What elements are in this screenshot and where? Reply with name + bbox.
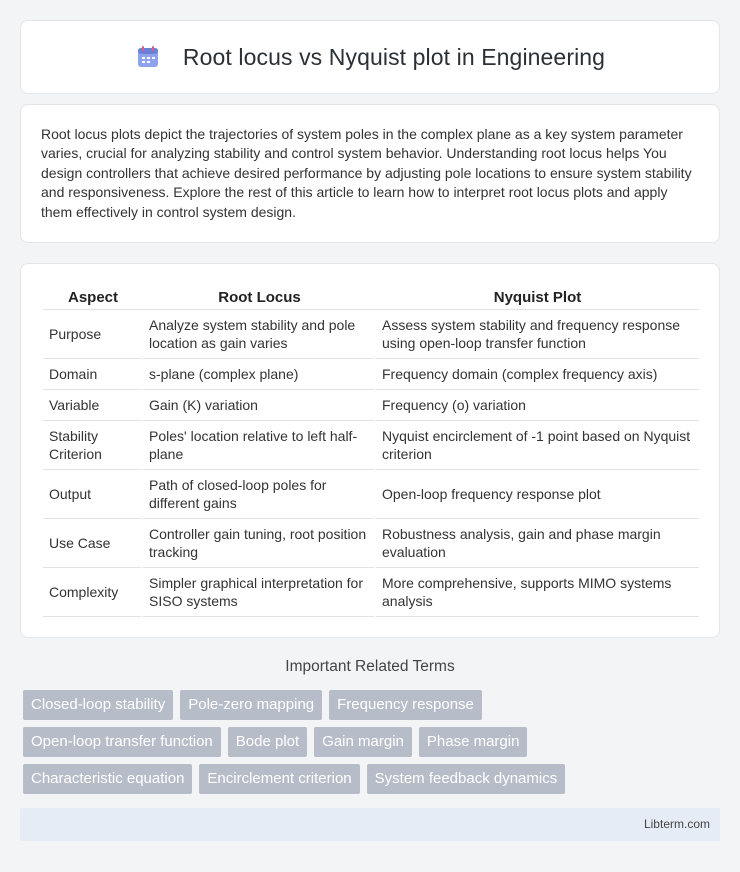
- table-cell: Simpler graphical interpretation for SISO systems: [143, 568, 376, 617]
- table-cell: Nyquist encirclement of -1 point based on Nyquist criterion: [376, 421, 699, 470]
- page-title: Root locus vs Nyquist plot in Engineering: [182, 43, 606, 70]
- table-cell: Use Case: [43, 519, 143, 568]
- footer-site-link[interactable]: Libterm.com: [643, 817, 710, 831]
- table-cell: Variable: [43, 390, 143, 421]
- comparison-card: [20, 263, 720, 638]
- table-row: [43, 359, 699, 390]
- table-row: [43, 470, 699, 519]
- table-header-row: [43, 284, 699, 310]
- tag-open-loop-transfer-function[interactable]: Open-loop transfer function: [23, 727, 221, 757]
- column-header-aspect: Aspect: [43, 284, 143, 310]
- header-card: [20, 20, 720, 94]
- table-cell: Assess system stability and frequency response using open-loop transfer function: [376, 310, 699, 359]
- column-header-root-locus: Root Locus: [143, 284, 376, 310]
- tag-encirclement-criterion[interactable]: Encirclement criterion: [199, 764, 359, 794]
- tag-bode-plot[interactable]: Bode plot: [228, 727, 307, 757]
- intro-text: Root locus plots depict the trajectories of system poles in the complex plane as a key system parameter varies, crucial for analyzing stability and control system behavior. Understanding root locus helps You design controllers that achieve desired performance by adjusting pole locations to ensure system stability and responsiveness. Explore the rest of this article to learn how to interpret root locus plots and apply them effectively in control system design.: [41, 126, 692, 220]
- tag-frequency-response[interactable]: Frequency response: [329, 690, 482, 720]
- tag-row: [23, 727, 723, 757]
- related-terms-list: [23, 690, 723, 801]
- table-cell: Stability Criterion: [43, 421, 143, 470]
- table-row: [43, 519, 699, 568]
- column-header-nyquist-plot: Nyquist Plot: [376, 284, 699, 310]
- tag-system-feedback-dynamics[interactable]: System feedback dynamics: [367, 764, 566, 794]
- table-cell: Controller gain tuning, root position tracking: [143, 519, 376, 568]
- table-cell: Open-loop frequency response plot: [376, 470, 699, 519]
- table-cell: More comprehensive, supports MIMO systems analysis: [376, 568, 699, 617]
- tag-phase-margin[interactable]: Phase margin: [419, 727, 528, 757]
- tag-row: [23, 764, 723, 794]
- table-cell: s-plane (complex plane): [143, 359, 376, 390]
- tag-gain-margin[interactable]: Gain margin: [314, 727, 412, 757]
- table-cell: Output: [43, 470, 143, 519]
- table-row: [43, 568, 699, 617]
- related-terms-heading: Important Related Terms: [285, 658, 455, 675]
- tag-pole-zero-mapping[interactable]: Pole-zero mapping: [180, 690, 322, 720]
- calendar-icon: [135, 44, 161, 70]
- table-cell: Purpose: [43, 310, 143, 359]
- tag-closed-loop-stability[interactable]: Closed-loop stability: [23, 690, 173, 720]
- comparison-table: [43, 284, 699, 617]
- table-cell: Frequency domain (complex frequency axis): [376, 359, 699, 390]
- table-cell: Poles' location relative to left half-plane: [143, 421, 376, 470]
- tag-row: [23, 690, 723, 720]
- table-cell: Frequency (o) variation: [376, 390, 699, 421]
- table-row: [43, 310, 699, 359]
- table-cell: Robustness analysis, gain and phase margin evaluation: [376, 519, 699, 568]
- table-cell: Complexity: [43, 568, 143, 617]
- table-row: [43, 421, 699, 470]
- table-cell: Path of closed-loop poles for different gains: [143, 470, 376, 519]
- table-cell: Analyze system stability and pole location as gain varies: [143, 310, 376, 359]
- table-cell: Gain (K) variation: [143, 390, 376, 421]
- footer: [20, 808, 720, 841]
- tag-characteristic-equation[interactable]: Characteristic equation: [23, 764, 192, 794]
- table-row: [43, 390, 699, 421]
- intro-card: [20, 104, 720, 243]
- table-cell: Domain: [43, 359, 143, 390]
